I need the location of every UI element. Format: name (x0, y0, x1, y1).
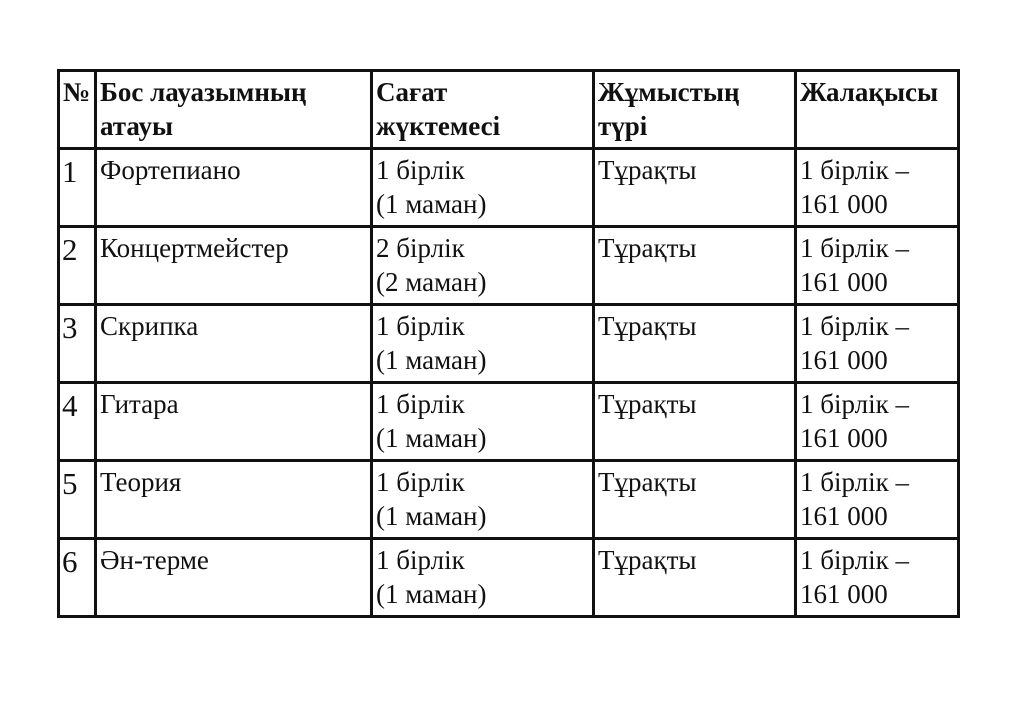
salary-units: 1 бірлік – (800, 389, 909, 419)
row-number: 5 (59, 461, 96, 539)
hours-specialists: (1 маман) (376, 423, 487, 453)
hours-cell (372, 539, 594, 617)
row-number: 3 (59, 305, 96, 383)
hours-cell (372, 383, 594, 461)
header-work-type-line1: Жұмыстың (598, 77, 740, 107)
work-type: Тұрақты (594, 227, 796, 305)
row-number: 6 (59, 539, 96, 617)
salary-cell (796, 305, 959, 383)
table-row (59, 149, 959, 227)
table-row (59, 383, 959, 461)
hours-units: 1 бірлік (376, 545, 465, 575)
salary-units: 1 бірлік – (800, 155, 909, 185)
hours-specialists: (1 маман) (376, 189, 487, 219)
salary-units: 1 бірлік – (800, 233, 909, 263)
header-hours (372, 71, 594, 149)
salary-amount: 161 000 (800, 189, 888, 219)
header-salary (796, 71, 959, 149)
header-work-type-line2: түрі (598, 111, 648, 141)
salary-cell (796, 383, 959, 461)
row-number: 4 (59, 383, 96, 461)
salary-cell (796, 227, 959, 305)
table-row (59, 461, 959, 539)
table-row (59, 227, 959, 305)
hours-units: 1 бірлік (376, 311, 465, 341)
header-hours-line2: жүктемесі (376, 111, 501, 141)
salary-cell (796, 461, 959, 539)
salary-units: 1 бірлік – (800, 545, 909, 575)
header-hours-line1: Сағат (376, 77, 448, 107)
position-name: Фортепиано (96, 149, 372, 227)
header-number (59, 71, 96, 149)
hours-specialists: (1 маман) (376, 345, 487, 375)
table-header (59, 71, 959, 149)
header-position-name-line1: Бос лауазымның (100, 77, 307, 107)
salary-amount: 161 000 (800, 501, 888, 531)
hours-specialists: (2 маман) (376, 267, 487, 297)
hours-specialists: (1 маман) (376, 501, 487, 531)
hours-units: 1 бірлік (376, 389, 465, 419)
hours-cell (372, 227, 594, 305)
work-type: Тұрақты (594, 305, 796, 383)
header-position-name-line2: атауы (100, 111, 174, 141)
hours-cell (372, 461, 594, 539)
hours-specialists: (1 маман) (376, 579, 487, 609)
work-type: Тұрақты (594, 149, 796, 227)
hours-units: 2 бірлік (376, 233, 465, 263)
position-name: Теория (96, 461, 372, 539)
hours-units: 1 бірлік (376, 467, 465, 497)
salary-cell (796, 539, 959, 617)
salary-units: 1 бірлік – (800, 311, 909, 341)
hours-units: 1 бірлік (376, 155, 465, 185)
salary-amount: 161 000 (800, 579, 888, 609)
salary-amount: 161 000 (800, 345, 888, 375)
header-salary-label: Жалақысы (800, 77, 939, 107)
work-type: Тұрақты (594, 461, 796, 539)
salary-amount: 161 000 (800, 267, 888, 297)
header-row (59, 71, 959, 149)
header-number-label: № (63, 77, 91, 107)
row-number: 2 (59, 227, 96, 305)
salary-amount: 161 000 (800, 423, 888, 453)
table-body (59, 149, 959, 617)
header-position-name (96, 71, 372, 149)
salary-cell (796, 149, 959, 227)
position-name: Ән-терме (96, 539, 372, 617)
hours-cell (372, 305, 594, 383)
table-row (59, 305, 959, 383)
row-number: 1 (59, 149, 96, 227)
work-type: Тұрақты (594, 383, 796, 461)
table-row (59, 539, 959, 617)
work-type: Тұрақты (594, 539, 796, 617)
header-work-type (594, 71, 796, 149)
position-name: Концертмейстер (96, 227, 372, 305)
position-name: Гитара (96, 383, 372, 461)
position-name: Скрипка (96, 305, 372, 383)
hours-cell (372, 149, 594, 227)
vacancy-table (57, 69, 960, 618)
salary-units: 1 бірлік – (800, 467, 909, 497)
